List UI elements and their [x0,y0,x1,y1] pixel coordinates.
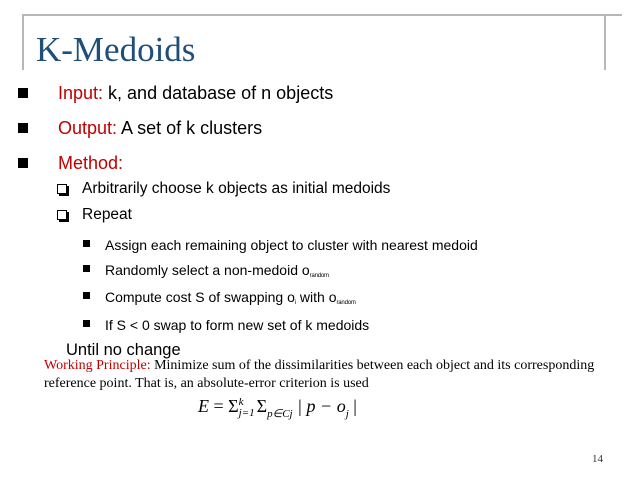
square-bullet-icon [18,158,28,168]
input-label: Input: [58,83,104,103]
repeat-step-cost [105,288,356,312]
formula-abs-open: | p − o [292,396,346,416]
formula-abs-close: | [348,396,357,416]
formula-j: j [345,408,349,420]
formula-e: E [198,396,209,416]
method-step-1: Arbitrarily choose k objects as initial medoids [82,180,391,197]
formula-p-range: p∈Cj [267,408,293,420]
formula-sigma-2: Σ [256,396,268,416]
bullet-input [58,82,333,104]
select-text: Randomly select a non-medoid o [105,262,310,278]
working-principle-text: Minimize sum of the dissimilarities between each object and its corresponding reference point. That is, an absolute-error criterion is used [44,358,595,391]
input-text: k, and database of n objects [103,83,334,103]
slide-frame-left-line [22,14,24,70]
hollow-square-bullet-icon [57,210,67,220]
repeat-step-select [105,261,329,285]
formula-j-range: j=1 [238,406,255,419]
small-square-bullet-icon [83,265,90,272]
cost-text-mid: with o [296,289,337,305]
small-square-bullet-icon [83,240,90,247]
slide-frame-top-line [22,14,622,16]
formula-limits [239,397,255,419]
repeat-step-swap: If S < 0 swap to form new set of k medoids [105,317,370,333]
square-bullet-icon [18,88,28,98]
cost-subscript-random: random [336,300,356,306]
slide-frame-right-line [604,14,606,70]
method-label: Method: [58,153,124,173]
square-bullet-icon [18,123,28,133]
working-principle [44,357,604,393]
output-text: A set of k clusters [117,118,263,138]
output-label: Output: [58,118,118,138]
working-principle-label: Working Principle: [44,358,151,373]
page-number: 14 [592,453,603,465]
formula-sigma-1: = Σ [209,396,239,416]
until-no-change: Until no change [66,341,181,359]
slide-title: K-Medoids [36,30,196,69]
repeat-step-assign: Assign each remaining object to cluster with nearest medoid [105,237,478,253]
hollow-square-bullet-icon [57,184,67,194]
cost-text: Compute cost S of swapping o [105,289,295,305]
formula-k: k [238,395,244,408]
method-step-2: Repeat [82,206,132,223]
absolute-error-formula [198,394,357,426]
small-square-bullet-icon [83,292,90,299]
bullet-output [58,117,262,139]
cost-subscript-i: i [294,300,297,306]
bullet-method [58,152,123,174]
small-square-bullet-icon [83,320,90,327]
select-subscript: random [309,273,329,279]
